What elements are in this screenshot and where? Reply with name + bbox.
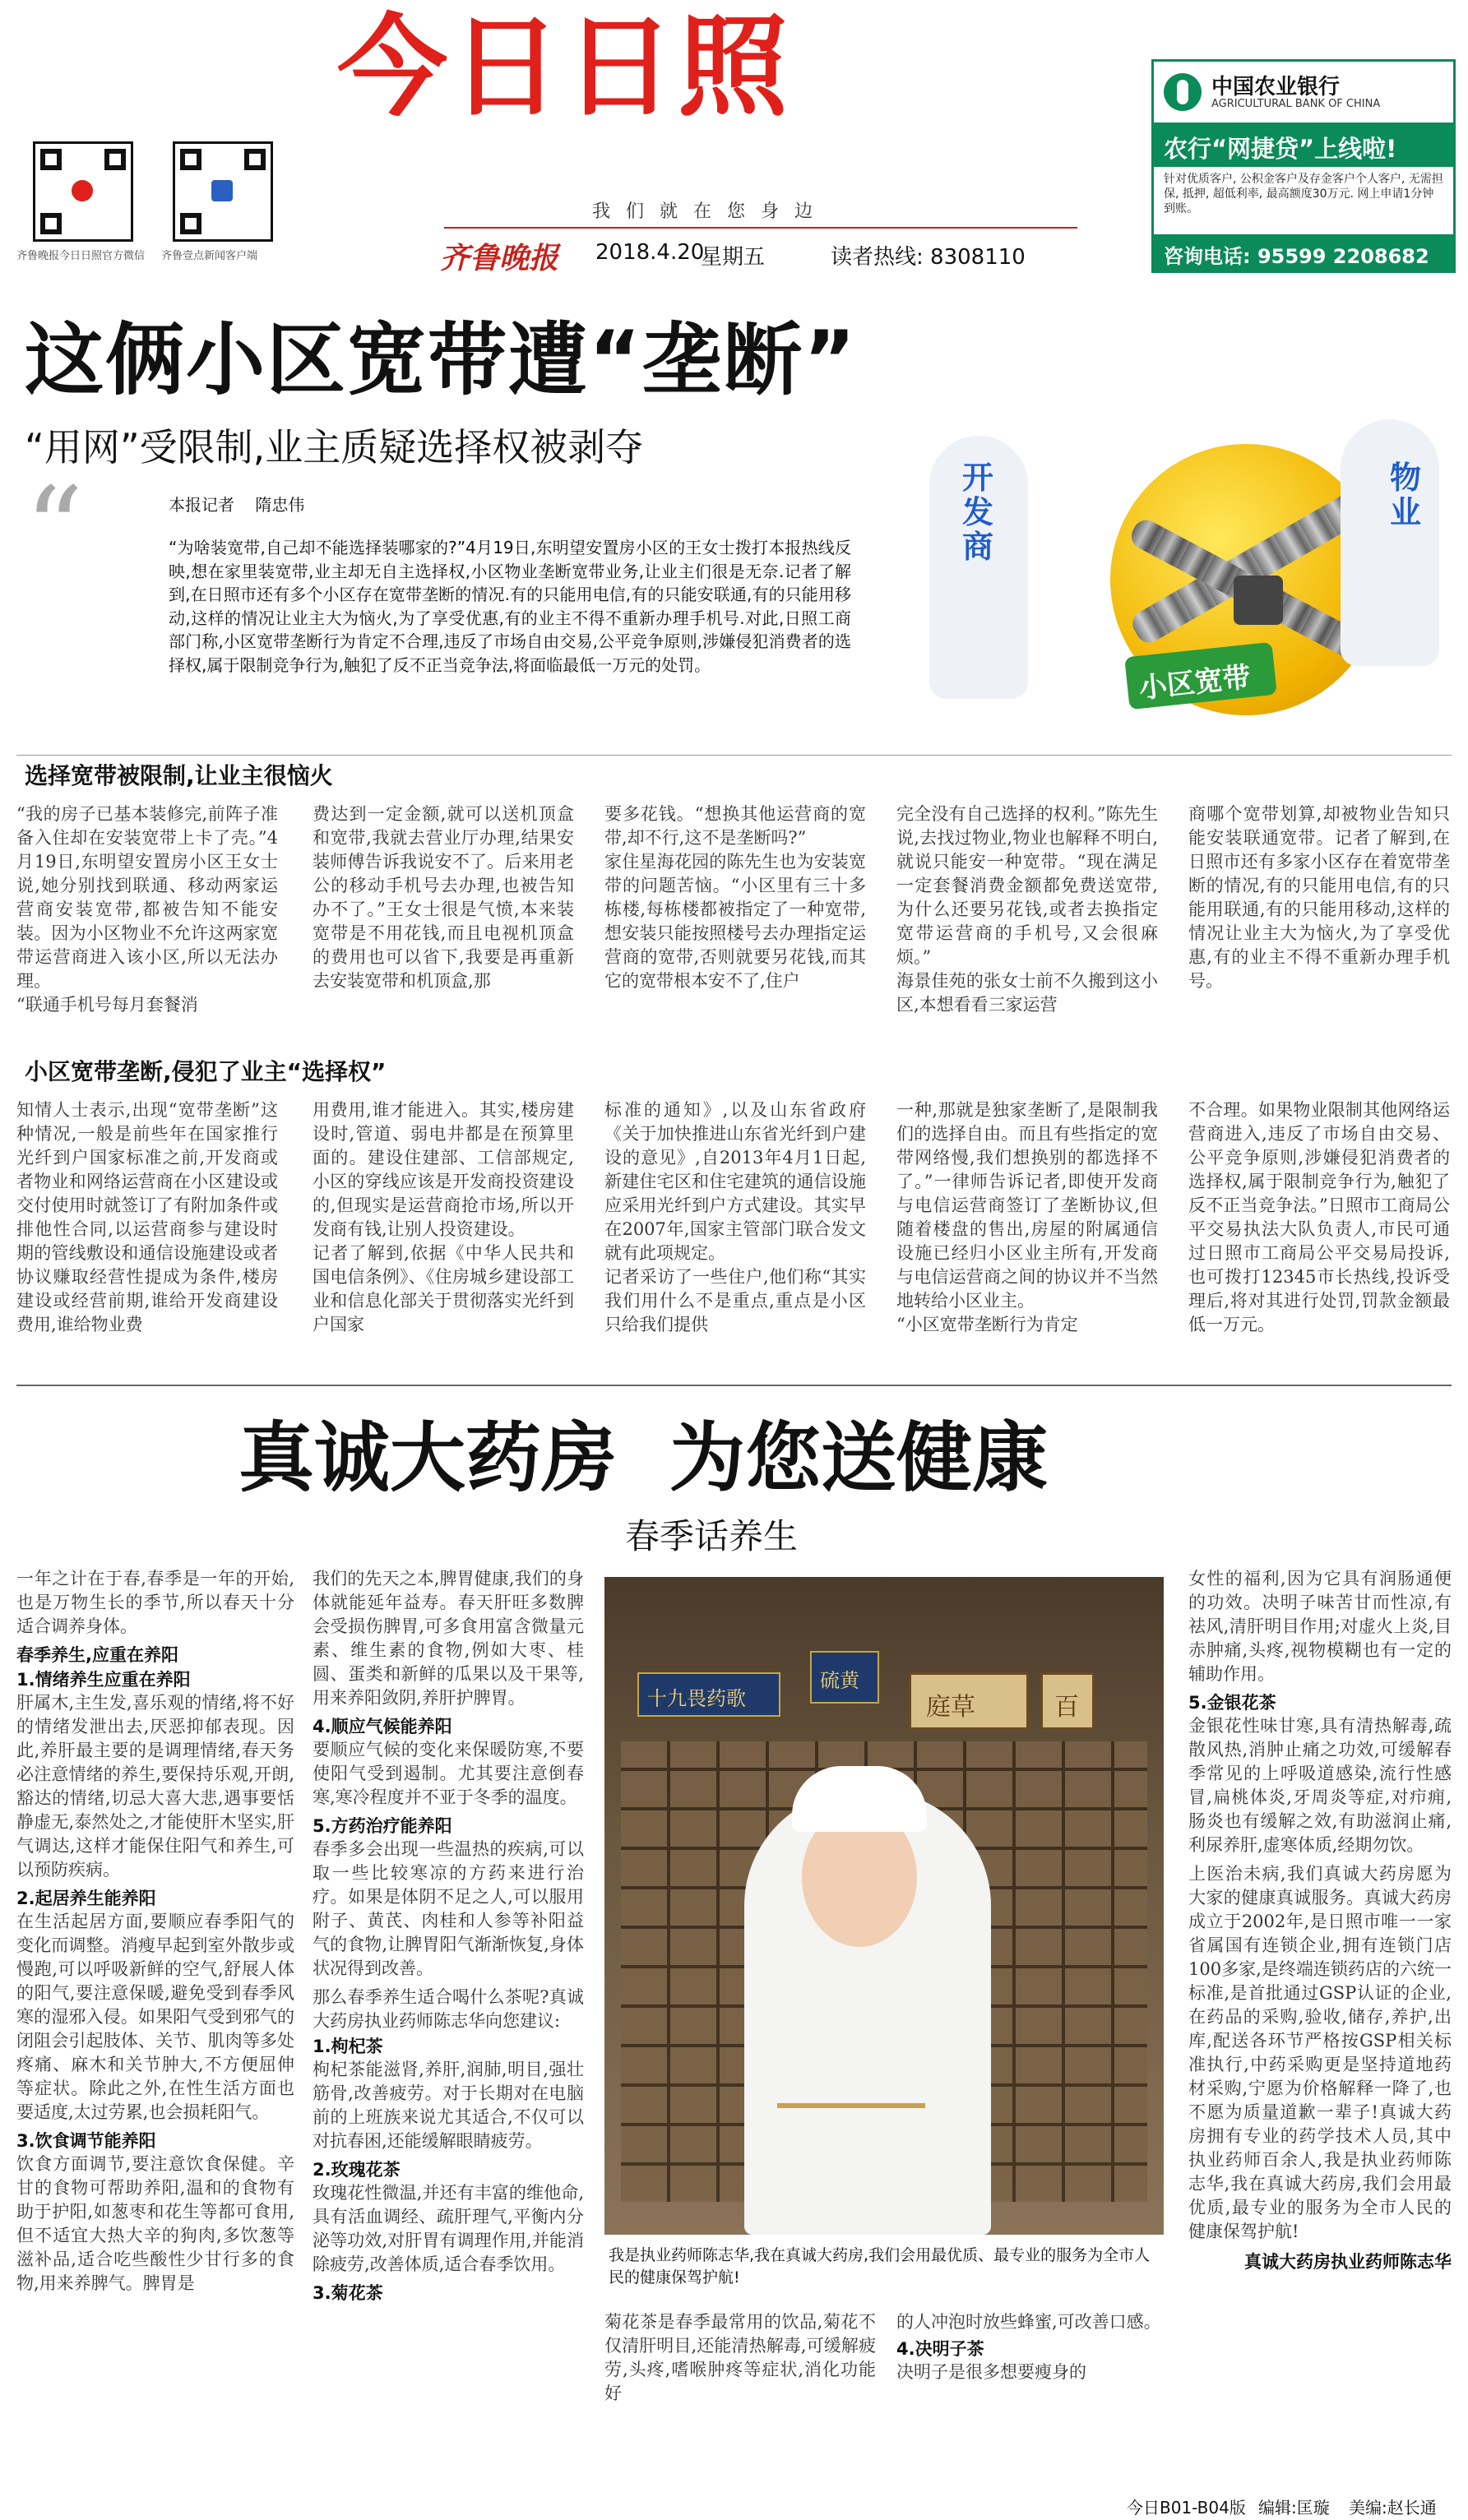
cabinet-sign-2-text: 硫黄 xyxy=(820,1669,859,1692)
section2-col-2: 用费用,谁才能进入。其实,楼房建设时,管道、弱电井都是在预算里面的。建设住建部、工信部规定,小区的穿线应该是开发商投资建设的,但现实是运营商抢市场,所以开发商有钱,让别人投资建设。 记者了解到,依据《中华人民共和国电信条例》、《住房城乡建设部工业和信息化部关于贯彻落实光纤到户国家 xyxy=(313,1100,574,1334)
qr-caption-app: 齐鲁壹点新闻客户端 xyxy=(161,250,258,262)
col5-sub: 5.金银花茶 xyxy=(1188,1693,1276,1713)
property-figure xyxy=(1341,419,1439,666)
section2-col-1: 知情人士表示,出现“宽带垄断”这种情况,一般是前些年在国家推行光纤到户国家标准之前,开发商或者物业和网络运营商在小区建设或交付使用时就签订了有附加条件或排他性合同,以运营商参与建设时期的管线敷设和通信设施建设或者协议赚取经营性提成为条件,楼房建设或经营前期,谁给开发商建设费用,谁给物业费 xyxy=(16,1100,278,1334)
col1-sub3: 3.饮食调节能养阳 xyxy=(16,2131,156,2151)
col5-para2: 上医治未病,我们真诚大药房愿为大家的健康真诚服务。真诚大药房成立于2002年,是日照市唯一一家省属国有连锁企业,拥有连锁门店100多家,是终端连锁药店的六统一标准,是首批通过GSP认证的企业,在药品的采购,验收,储存,养护,出库,配送各环节严格按GSP相关标准执行,中药采购更是坚持道地药材采购,宁愿为价格解释一降了,也不愿为质量道歉一辈子!真诚大药房拥有专业的药学技术人员,其中执业药师百余人,我是执业药师陈志华,我在真诚大药房,我们会用最优质,最专业的服务为全市人民的健康保驾护航! xyxy=(1188,1864,1452,2241)
col2-tea1-para: 枸杞茶能滋肾,养肝,润肺,明目,强壮筋骨,改善疲劳。对于长期对在电脑前的上班族来说尤其适合,不仅可以对抗春困,还能缓解眼睛疲劳。 xyxy=(313,2060,584,2151)
bank-name: 中国农业银行 xyxy=(1211,75,1341,99)
col2-question: 那么春季养生适合喝什么茶呢?真诚大药房执业药师陈志华向您建议: xyxy=(313,1987,584,2031)
paper-name: 齐鲁晚报 xyxy=(440,241,559,275)
article2-col-3: 菊花茶是春季最常用的饮品,菊花不仅清肝明目,还能清热解毒,可缓解疲劳,头疼,嗜喉肿疼等症状,消化功能好 xyxy=(604,2312,876,2403)
col2-intro: 我们的先天之本,脾胃健康,我们的身体就能延年益寿。春天肝旺多数脾会受损伤脾胃,可多食用富含微量元素、维生素的食物,例如大枣、桂圆、蛋类和新鲜的瓜果以及干果等,用来养阳敛阴,养肝护脾胃。 xyxy=(313,1569,584,1708)
cabinet-sign-1 xyxy=(637,1672,780,1717)
section1-col-4: 完全没有自己选择的权利。”陈先生说,去找过物业,物业也解释不明白,就说只能安一种宽带。“现在满足一定套餐消费金额都免费送宽带,为什么还要另花钱,或者去换指定宽带运营商的手机号,又会很麻烦。” 海景佳苑的张女士前不久搬到这小区,本想看看三家运营 xyxy=(896,804,1158,1015)
col2-para5: 春季多会出现一些温热的疾病,可以取一些比较寒凉的方药来进行治疗。如果是体阴不足之人,可以服用附子、黄芪、肉桂和人参等补阳益气的食物,让脾胃阳气渐渐恢复,身体状况得到改善。 xyxy=(313,1839,584,1978)
article2-col-4 xyxy=(896,2310,1164,2475)
article2-subhead: 春季话养生 xyxy=(625,1516,799,1556)
footer-designer: 美编:赵长通 xyxy=(1349,2498,1437,2518)
col1-sub1: 1.情绪养生应重在养阳 xyxy=(16,1670,191,1690)
section1-col-1: “我的房子已基本装修完,前阵子准备入住却在安装宽带上卡了壳。”4月19日,东明望安置房小区王女士说,她分别找到联通、移动两家运营商安装宽带,都被告知不能安装。因为小区物业不允许这两家宽带运营商进入该小区,所以无法办理。 “联通手机号每月套餐消 xyxy=(16,804,278,1015)
col2-sub5: 5.方药治疗能养阳 xyxy=(313,1816,452,1836)
bank-slogan-text: 农行“网捷贷”上线啦! xyxy=(1164,135,1397,163)
article1-headline: 这俩小区宽带遭“垄断” xyxy=(25,314,858,406)
bank-slogan xyxy=(1154,123,1453,167)
article1-illustration xyxy=(913,411,1447,773)
col2-tea3: 3.菊花茶 xyxy=(313,2283,383,2303)
qr-code-app[interactable] xyxy=(173,141,273,242)
masthead-line xyxy=(444,227,1077,229)
cabinet-sign-3-text: 庭草 xyxy=(926,1693,975,1722)
col4-text: 的人冲泡时放些蜂蜜,可改善口感。 xyxy=(896,2312,1161,2332)
col4-sub: 4.决明子茶 xyxy=(896,2339,984,2359)
col2-tea2: 2.玫瑰花茶 xyxy=(313,2160,401,2180)
cabinet-sign-2 xyxy=(810,1651,879,1704)
cabinet-sign-4-text: 百 xyxy=(1054,1693,1079,1722)
issue-weekday: 星期五 xyxy=(701,245,766,270)
section1-col-3: 要多花钱。“想换其他运营商的宽带,却不行,这不是垄断吗?” 家住星海花园的陈先生也为安装宽带的问题苦恼。“小区里有三十多栋楼,每栋楼都被指定了一种宽带,想安装只能按照楼号去办理指定运营商的宽带,否则就要另花钱,而其它的宽带根本安不了,住户 xyxy=(604,804,866,991)
section2-col-5: 不合理。如果物业限制其他网络运营商进入,违反了市场自由交易、公平竞争原则,涉嫌侵犯消费者的选择权,属于限制竞争行为,触犯了反不正当竞争法。”日照市工商局公平交易执法大队负责人,市民可通过日照市工商局公平交易局投诉,也可拨打12345市长热线,投诉受理后,将对其进行处罚,罚款金额最低一万元。 xyxy=(1188,1100,1450,1334)
col2-tea2-para: 玫瑰花性微温,并还有丰富的维他命,具有活血调经、疏肝理气,平衡内分泌等功效,对肝胃有调理作用,并能消除疲劳,改善体质,适合春季饮用。 xyxy=(313,2183,584,2274)
cabinet-sign-4 xyxy=(1040,1672,1095,1730)
qr-code-wechat[interactable] xyxy=(33,141,133,242)
label-developer: 开发商 xyxy=(962,460,994,565)
quote-mark-icon: “ xyxy=(25,463,84,597)
section2-col-3: 标准的通知》,以及山东省政府《关于加快推进山东省光纤到户建设的意见》,自2013年4月1日起,新建住宅区和住宅建筑的通信设施应采用光纤到户方式建设。其实早在2007年,国家主管部门联合发文就有此项规定。 记者采访了一些住户,他们称“其实我们用什么不是重点,重点是小区只给我们提供 xyxy=(604,1100,866,1334)
col5-intro: 女性的福利,因为它具有润肠通便的功效。决明子味苦甘而性凉,有祛风,清肝明目作用;对虚火上炎,目赤肿痛,头疼,视物模糊也有一定的辅助作用。 xyxy=(1188,1569,1452,1684)
col5-para: 金银花性味甘寒,具有清热解毒,疏散风热,消肿止痛之功效,可缓解春季常见的上呼吸道感染,流行性感冒,扁桃体炎,牙周炎等症,对疖痈,肠炎也有缓解之效,有助滋润止痛,利尿养肝,虚寒体质,经期勿饮。 xyxy=(1188,1716,1452,1855)
photo-caption: 我是执业药师陈志华,我在真诚大药房,我们会用最优质、最专业的服务为全市人民的健康保驾护航! xyxy=(609,2246,1151,2286)
cabinet-sign-1-text: 十九畏药歌 xyxy=(647,1687,746,1710)
label-broadband: 小区宽带 xyxy=(1137,660,1253,705)
illustration-label-property xyxy=(1390,460,1423,529)
label-property: 物业 xyxy=(1390,460,1422,530)
bank-logo-icon xyxy=(1164,73,1202,111)
cabinet-sign-3 xyxy=(909,1672,1029,1730)
masthead-title: 今日日照 xyxy=(337,2,792,132)
section2-col-4: 一种,那就是独家垄断了,是限制我们的选择自由。而且有些指定的宽带网络慢,我们想换别的都选择不了。”一律师告诉记者,即使开发商与电信运营商签订了垄断协议,但随着楼盘的售出,房屋的附属通信设施已经归小区业主所有,开发商与电信运营商之间的协议并不当然地转给小区业主。 “小区宽带垄断行为肯定 xyxy=(896,1100,1158,1334)
col4-para: 决明子是很多想要瘦身的 xyxy=(896,2362,1086,2382)
col5-signature: 真诚大药房执业药师陈志华 xyxy=(1244,2252,1452,2272)
qr-caption-wechat: 齐鲁晚报今日日照官方微信 xyxy=(16,250,146,262)
col2-sub4: 4.顺应气候能养阳 xyxy=(313,1717,452,1736)
bank-name-en: AGRICULTURAL BANK OF CHINA xyxy=(1211,98,1381,110)
scale-icon xyxy=(777,2103,925,2108)
col1-para1: 肝属木,主生发,喜乐观的情绪,将不好的情绪发泄出去,厌恶抑郁表现。因此,养肝最主要的是调理情绪,春天务必注意情绪的养生,要保持乐观,开朗,豁达的情绪,切忌大喜大悲,遇事要恬静虚无,泰然处之,才能使肝木坚实,肝气调达,这样才能保住阳气和养生,可以预防疾病。 xyxy=(16,1693,294,1880)
illustration-label-developer xyxy=(962,460,995,564)
col2-tea1: 1.枸杞茶 xyxy=(313,2037,383,2056)
issue-date: 2018.4.20 xyxy=(595,240,705,265)
section2-title: 小区宽带垄断,侵犯了业主“选择权” xyxy=(25,1058,387,1085)
section1-col-2: 费达到一定金额,就可以送机顶盒和宽带,我就去营业厅办理,结果安装师傅告诉我说安不了。后来用老公的移动手机号去办理,也被告知办不了。”王女士很是气愤,本来装宽带是不用花钱,而且电视机顶盒的费用也可以省下,我要是再重新去安装宽带和机顶盒,那 xyxy=(313,804,574,991)
article2-col-2 xyxy=(313,1567,584,2488)
article2-headline: 真诚大药房 为您送健康 xyxy=(238,1414,1049,1502)
pharmacist-hat xyxy=(792,1766,927,1832)
col1-heading: 春季养生,应重在养阳 xyxy=(16,1645,178,1665)
section-divider xyxy=(16,755,1452,756)
bank-body: 针对优质客户, 公积金客户及存金客户个人客户, 无需担保, 抵押, 超低利率, 最高额度30万元. 网上申请1分钟到账。 xyxy=(1164,173,1443,215)
article2-col-1 xyxy=(16,1567,294,2488)
masthead-slogan: 我 们 就 在 您 身 边 xyxy=(592,201,817,222)
section1-col-5: 商哪个宽带划算,却被物业告知只能安装联通宽带。记者了解到,在日照市还有多家小区存在着宽带垄断的情况,有的只能用电信,有的只能用联通,有的只能用移动,这样的情况让业主大为恼火,为了享受优惠,有的业主不得不重新办理手机号。 xyxy=(1188,804,1450,991)
footer-editor: 编辑:匡璇 xyxy=(1258,2498,1330,2518)
col2-para4: 要顺应气候的变化来保暖防寒,不要使阳气受到遏制。尤其要注意倒春寒,寒冷程度并不亚于冬季的温度。 xyxy=(313,1740,584,1807)
bank-phone xyxy=(1154,234,1453,270)
section1-title: 选择宽带被限制,让业主很恼火 xyxy=(25,762,333,789)
article2-top-rule xyxy=(16,1385,1452,1386)
col1-intro: 一年之计在于春,春季是一年的开始,也是万物生长的季节,所以春天十分适合调养身体。 xyxy=(16,1569,294,1636)
col1-para3: 饮食方面调节,要注意饮食保健。辛甘的食物可帮助养阳,温和的食物有助于护阳,如葱枣和花生等都可食用,但不适宜大热大辛的狗肉,多饮葱等滋补品,适合吃些酸性少甘行多的食物,用来养脾气。脾胃是 xyxy=(16,2154,294,2293)
col1-sub2: 2.起居养生能养阳 xyxy=(16,1889,156,1908)
article1-byline: 本报记者 隋忠伟 xyxy=(169,495,305,515)
bank-phone-text: 咨询电话: 95599 2208682 xyxy=(1164,245,1429,268)
pharmacist-photo xyxy=(604,1577,1164,2235)
article1-lead: “为啥装宽带,自己却不能选择装哪家的?”4月19日,东明望安置房小区的王女士拨打本报热线反映,想在家里装宽带,业主却无自主选择权,小区物业垄断宽带业务,让业主们很是无奈.记者了解到,在日照市还有多个小区存在宽带垄断的情况.有的只能用电信,有的只能安联通,有的只能用移动,这样的情况让业主大为恼火,为了享受优惠,有的业主不得不重新办理手机号.对此,日照工商部门称,小区宽带垄断行为肯定不合理,违反了市场自由交易,公平竞争原则,涉嫌侵犯消费者的选择权,属于限制竞争行为,触犯了反不正当竞争法,将面临最低一万元的处罚。 xyxy=(169,538,851,675)
reader-hotline: 读者热线: 8308110 xyxy=(831,245,1026,270)
footer-pages: 今日B01-B04版 xyxy=(1127,2498,1246,2518)
lock-icon xyxy=(1234,576,1283,625)
col1-para2: 在生活起居方面,要顺应春季阳气的变化而调整。消瘦早起到室外散步或慢跑,可以呼吸新鲜的空气,舒展人体的阳气,要注意保暖,避免受到春季风寒的湿邪入侵。如果阳气受到邪气的闭阻会引起肢体、关节、肌肉等多处疼痛、麻木和关节肿大,不方便屈伸等症状。除此之外,在性生活方面也要适度,太过劳累,也会损耗阳气。 xyxy=(16,1912,294,2122)
article1-subhead: “用网”受限制,业主质疑选择权被剥夺 xyxy=(25,425,644,469)
article2-col-5 xyxy=(1188,1567,1452,2480)
ad-agricultural-bank[interactable] xyxy=(1151,59,1456,273)
